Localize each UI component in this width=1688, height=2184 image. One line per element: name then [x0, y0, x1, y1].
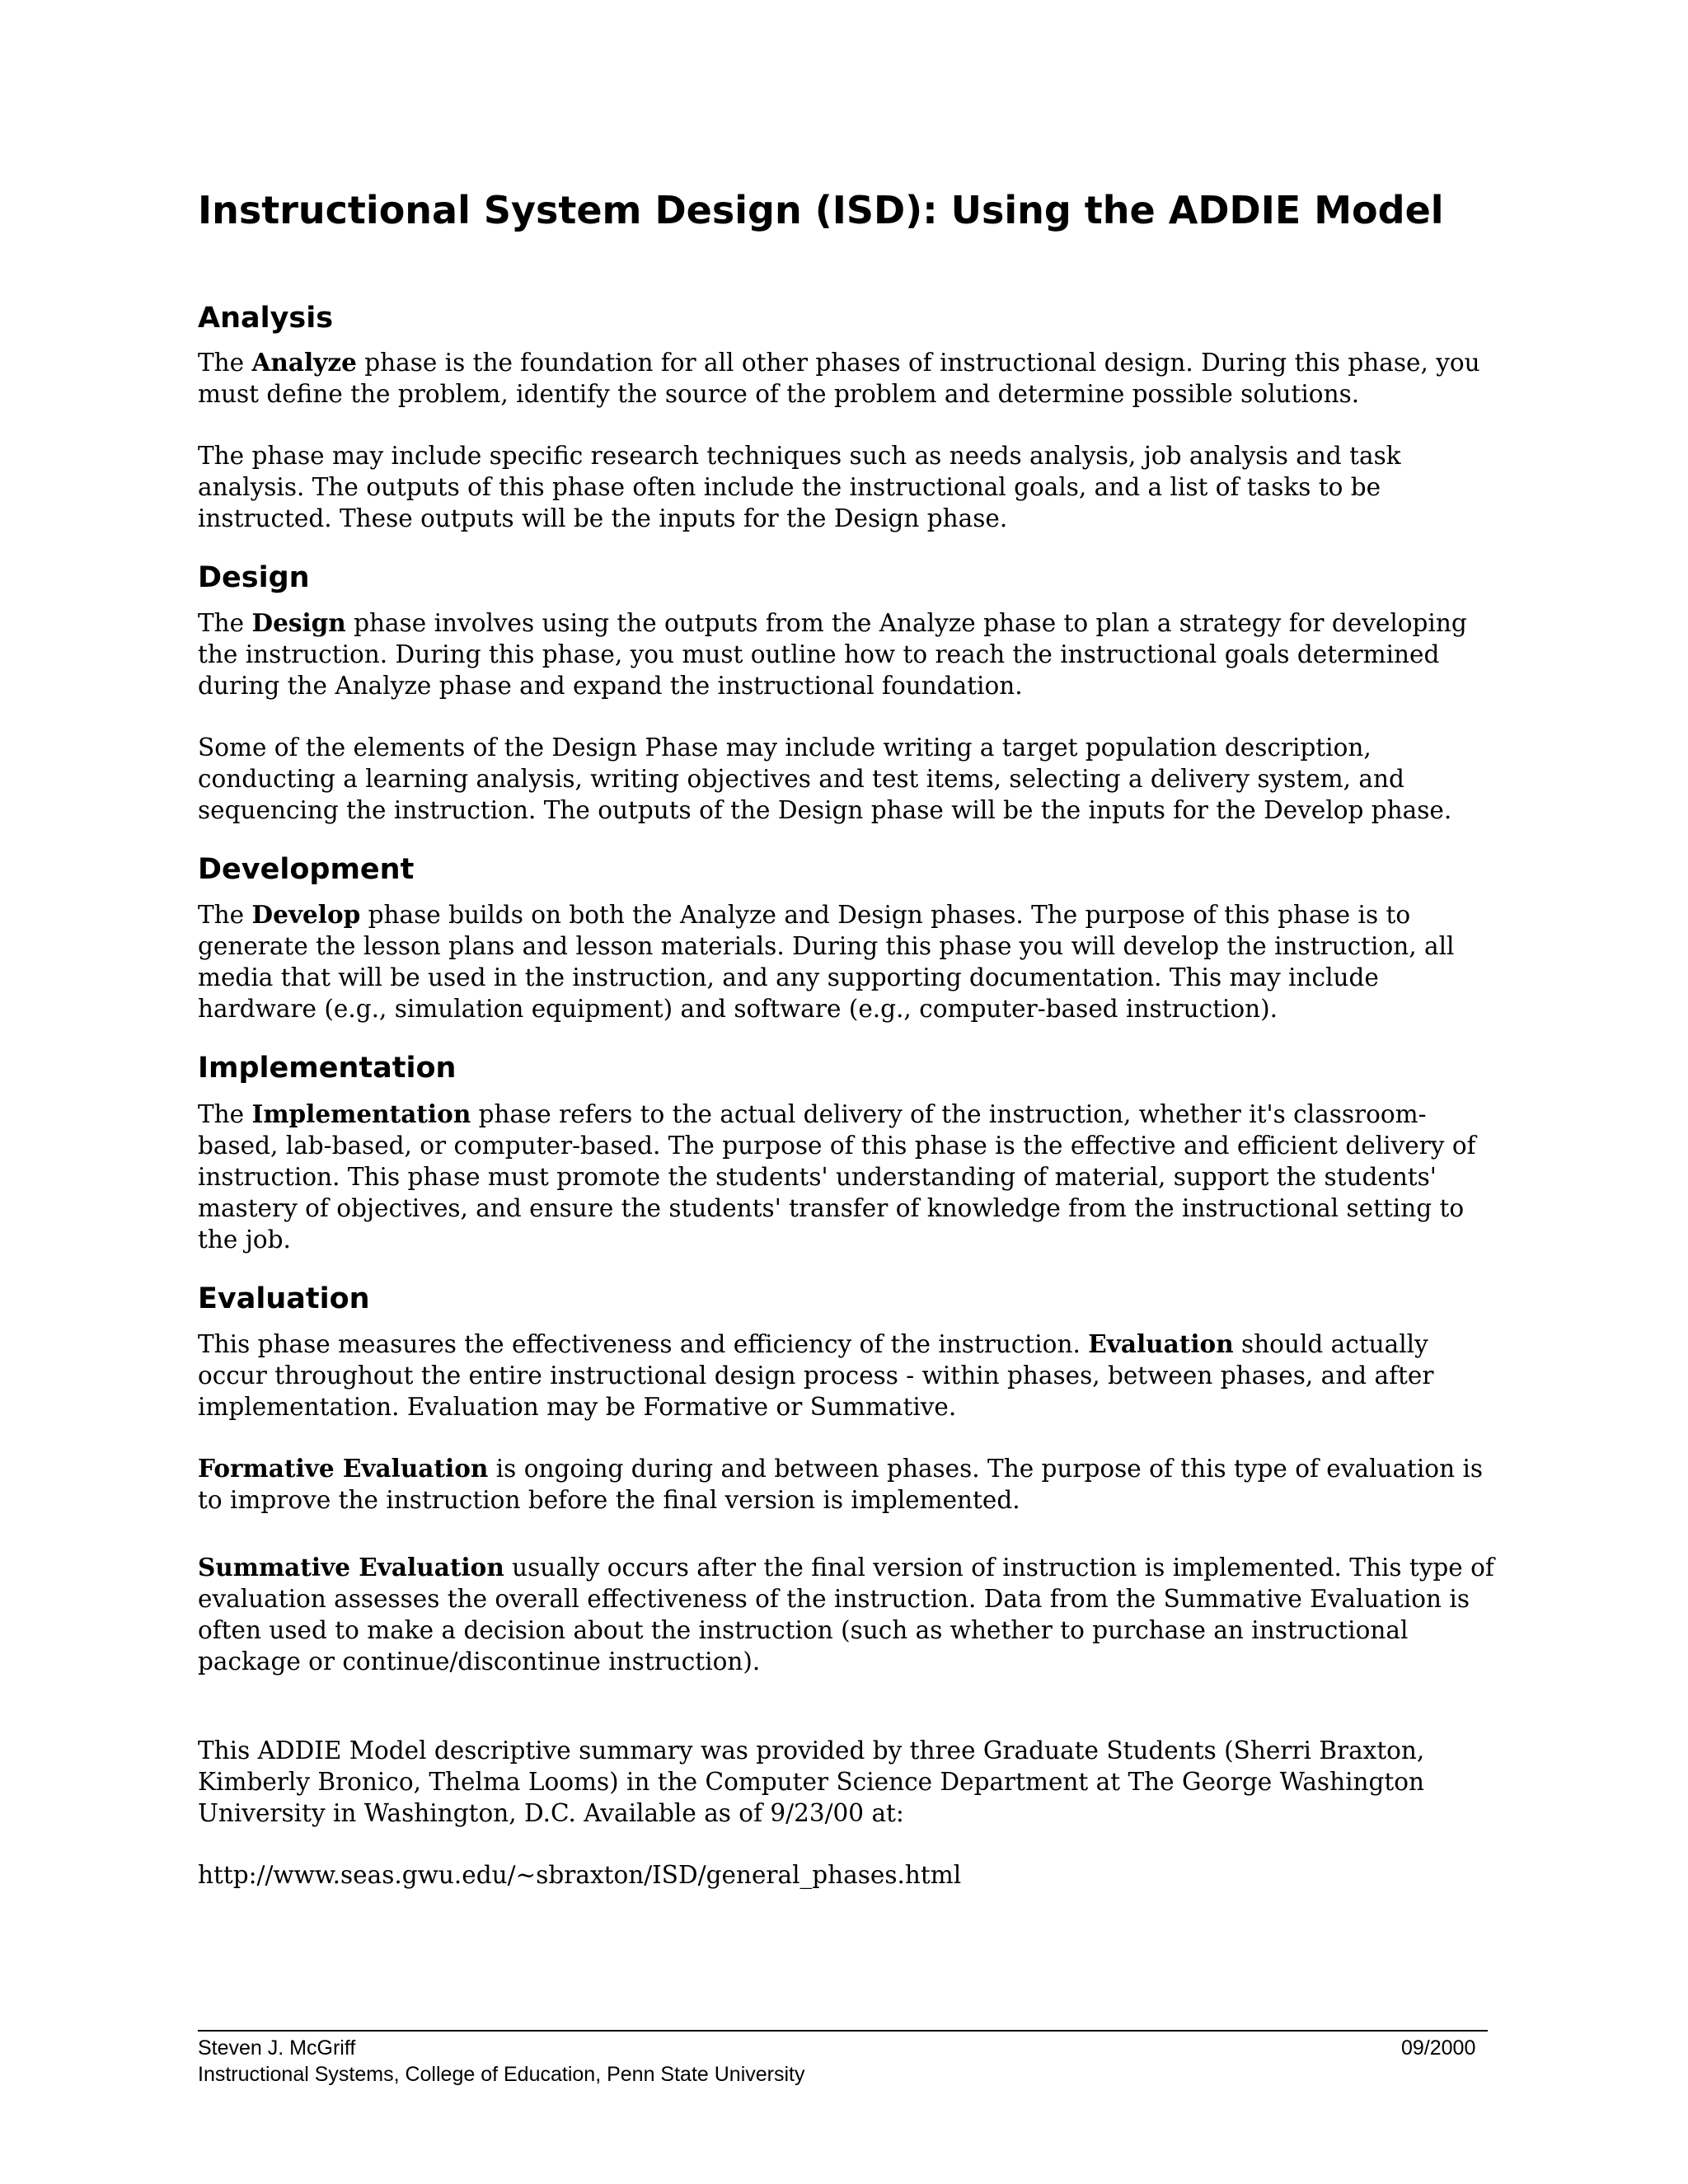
development-paragraph-1: The Develop phase builds on both the Analyze and Design phases. The purpose of this phase is to generate the lesson plans and lesson materials. During this phase you will develop the instruction, all media that will be used in the instruction, and any supporting documentation. This may include hardware (e.g., simulation equipment) and software (e.g., computer-based instruction).: [198, 900, 1455, 1023]
heading-implementation: Implementation: [198, 1052, 457, 1085]
term-implementation: Implementation: [251, 1099, 471, 1128]
analysis-paragraph-1: The Analyze phase is the foundation for all other phases of instructional design. During this phase, you must define the problem, identify the source of the problem and determine possible solutions.: [198, 348, 1480, 408]
term-design: Design: [251, 608, 346, 637]
term-formative-evaluation: Formative Evaluation: [198, 1454, 489, 1483]
evaluation-paragraph-1: This phase measures the effectiveness and efficiency of the instruction. Evaluation should actually occur throughout the entire instructional design process - within phases, between phases, and after implementation. Evaluation may be Formative or Summative.: [198, 1329, 1434, 1421]
summative-evaluation-paragraph: Summative Evaluation usually occurs after the final version of instruction is implemented. This type of evaluation assesses the overall effectiveness of the instruction. Data from the Summative Evaluation is often used to make a decision about the instruction (such as whether to purchase an instructional package or continue/discontinue instruction).: [198, 1553, 1494, 1675]
design-paragraph-2: Some of the elements of the Design Phase may include writing a target population description, conducting a learning analysis, writing objectives and test items, selecting a delivery system, and sequencing the instruction. The outputs of the Design phase will be the inputs for the Develop phase.: [198, 733, 1452, 824]
implementation-paragraph-1: The Implementation phase refers to the actual delivery of the instruction, whether it's classroom-based, lab-based, or computer-based. The purpose of this phase is the effective and efficient delivery of instruction. This phase must promote the students' understanding of material, support the students' mastery of objectives, and ensure the students' transfer of knowledge from the instructional setting to the job.: [198, 1099, 1476, 1254]
analysis-paragraph-2: The phase may include specific research techniques such as needs analysis, job analysis and task analysis. The outputs of this phase often include the instructional goals, and a list of tasks to be instructed. These outputs will be the inputs for the Design phase.: [198, 442, 1401, 532]
document-title: Instructional System Design (ISD): Using the ADDIE Model: [198, 188, 1444, 232]
term-evaluation: Evaluation: [1088, 1329, 1234, 1358]
footer-affiliation: Instructional Systems, College of Education, Penn State University: [198, 2063, 805, 2086]
term-analyze: Analyze: [251, 348, 357, 377]
heading-analysis: Analysis: [198, 302, 334, 335]
credit-paragraph: This ADDIE Model descriptive summary was provided by three Graduate Students (Sherri Braxton, Kimberly Bronico, Thelma Looms) in the Computer Science Department at The George Washington University in Washington, D.C. Available as of 9/23/00 at:: [198, 1736, 1425, 1827]
term-develop: Develop: [251, 900, 361, 929]
design-paragraph-1: The Design phase involves using the outputs from the Analyze phase to plan a strategy for developing the instruction. During this phase, you must outline how to reach the instructional goals determined during the Analyze phase and expand the instructional foundation.: [198, 608, 1467, 700]
heading-evaluation: Evaluation: [198, 1282, 370, 1315]
term-summative-evaluation: Summative Evaluation: [198, 1553, 504, 1582]
source-url: http://www.seas.gwu.edu/~sbraxton/ISD/general_phases.html: [198, 1861, 962, 1889]
footer-author: Steven J. McGriff: [198, 2036, 356, 2060]
heading-development: Development: [198, 853, 415, 886]
footer-date: 09/2000: [1401, 2036, 1476, 2060]
heading-design: Design: [198, 561, 310, 594]
formative-evaluation-paragraph: Formative Evaluation is ongoing during and between phases. The purpose of this type of evaluation is to improve the instruction before the final version is implemented.: [198, 1454, 1484, 1514]
footer-divider: [198, 2030, 1488, 2032]
